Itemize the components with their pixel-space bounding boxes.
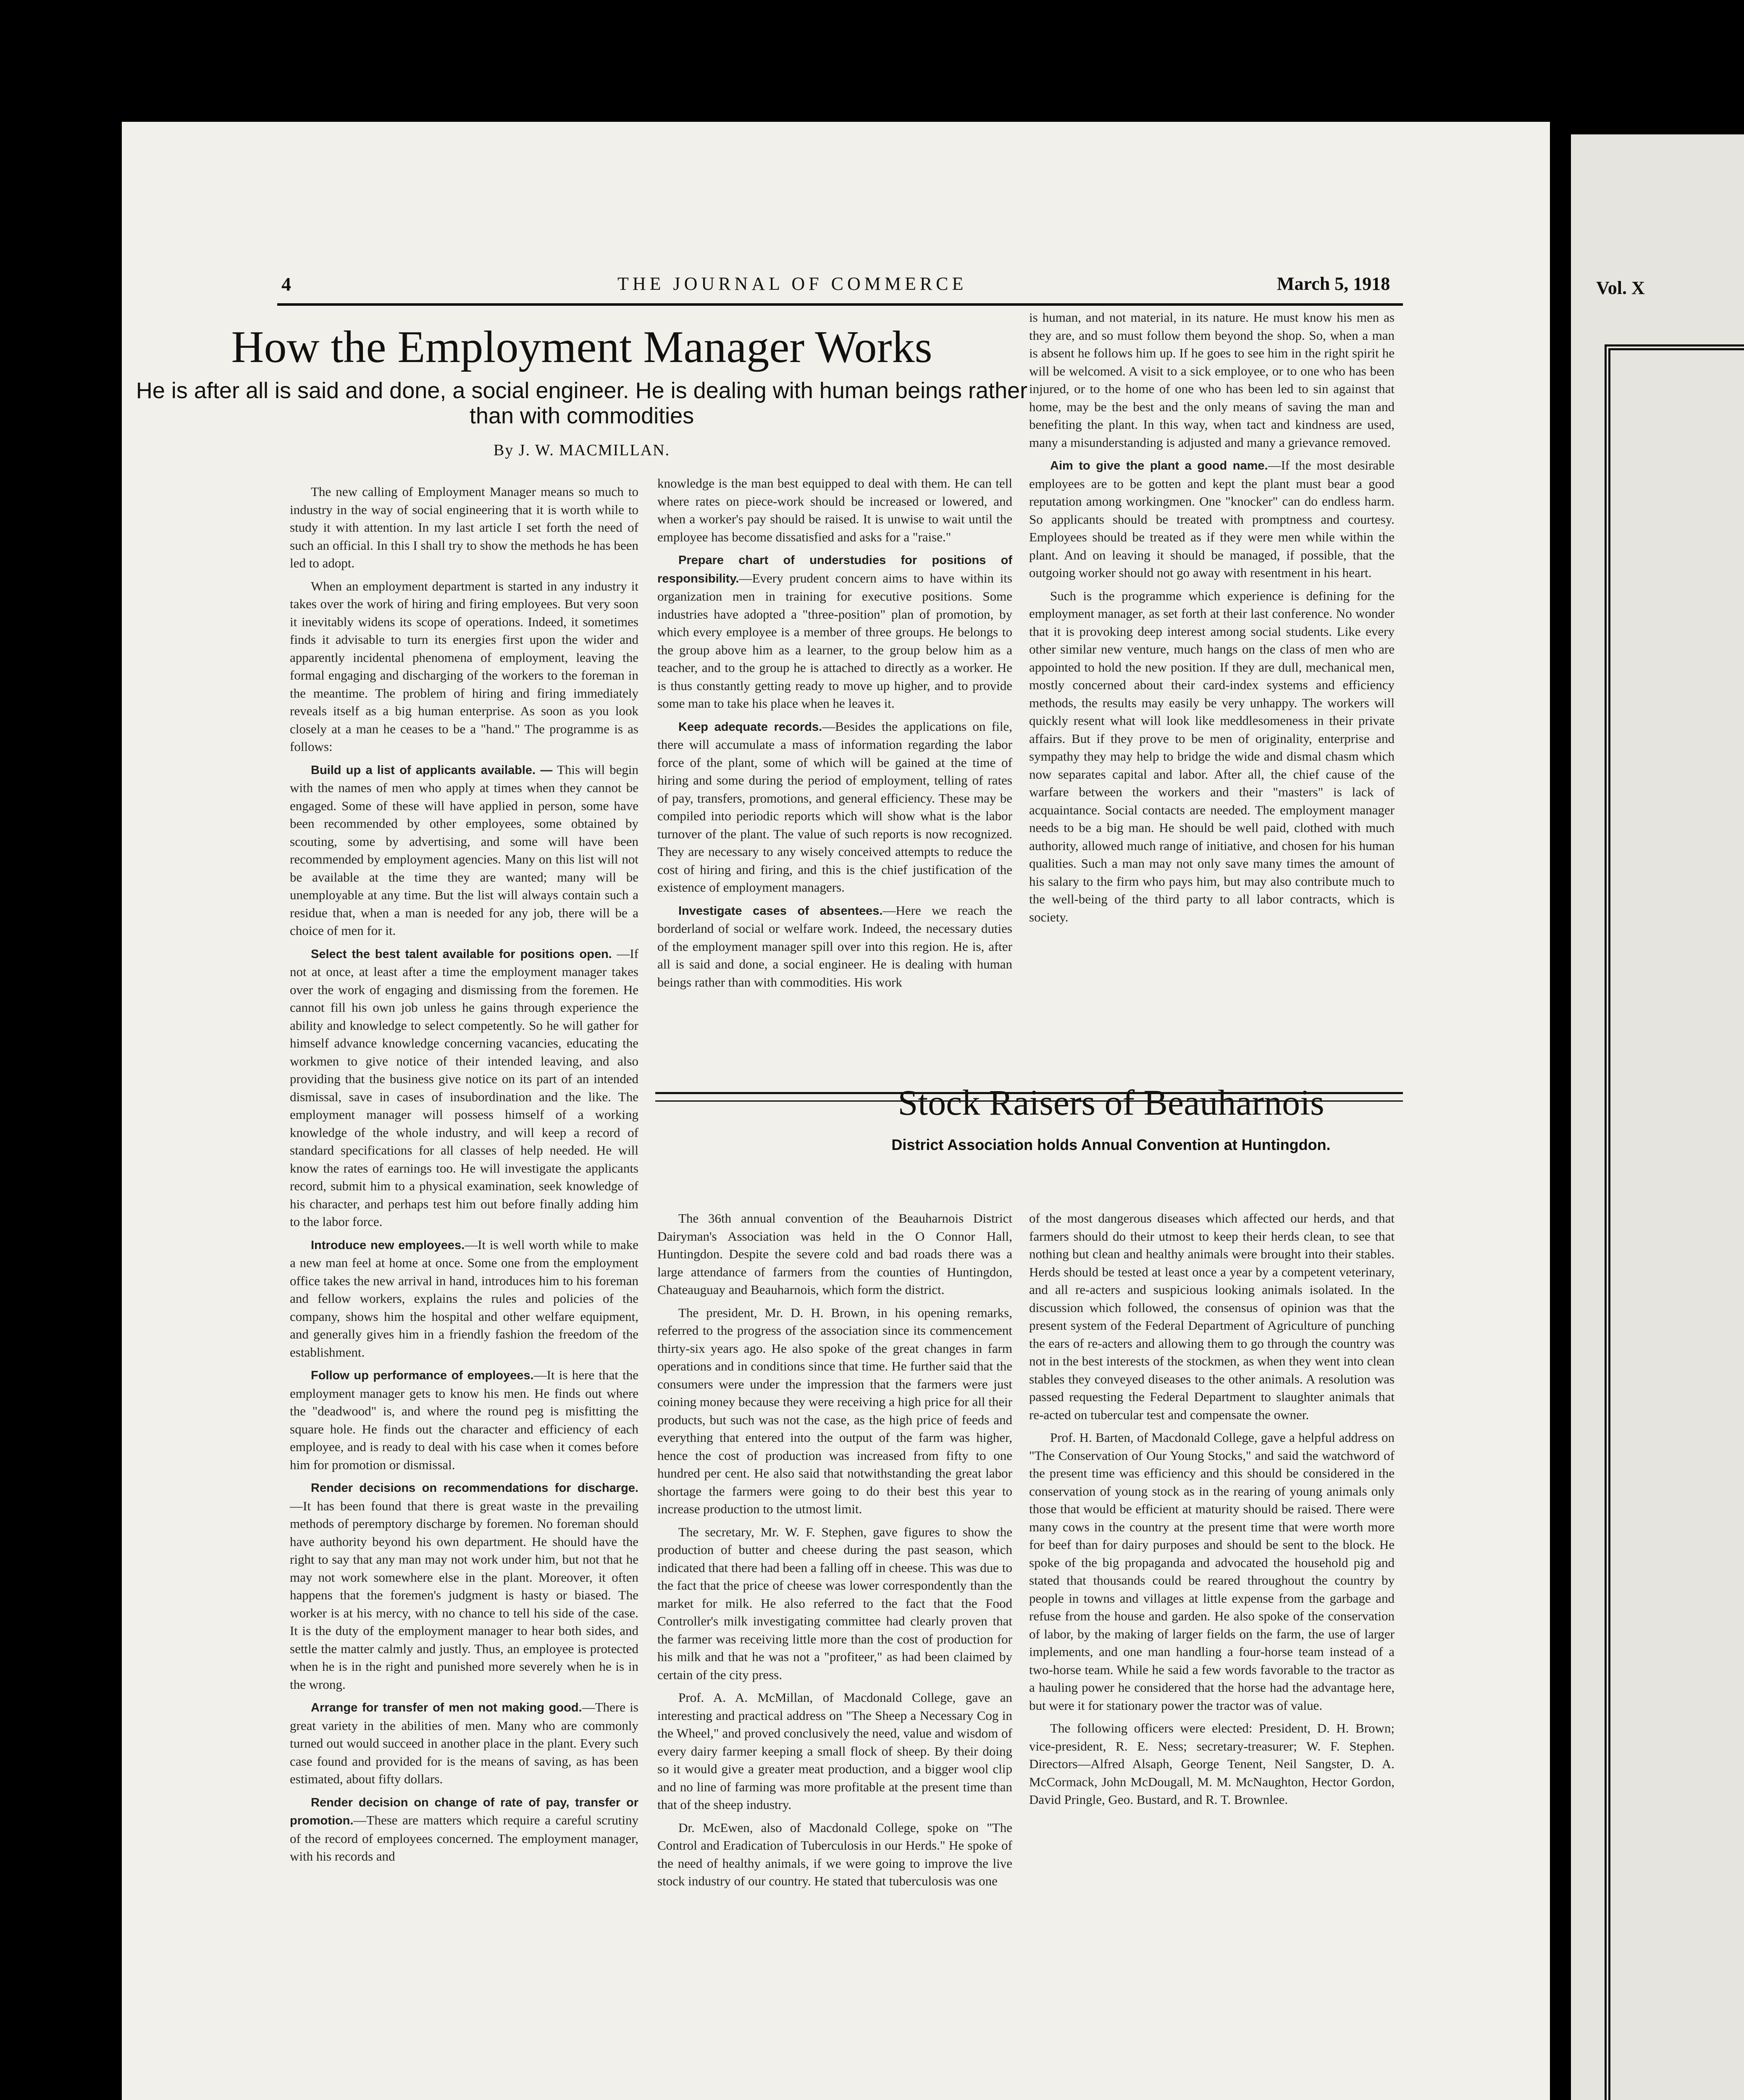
paragraph-heading: Select the best talent available for positions open. <box>311 947 612 961</box>
paragraph <box>290 1236 638 1362</box>
paragraph <box>1029 457 1395 582</box>
publication-name: THE JOURNAL OF COMMERCE <box>617 273 967 294</box>
paragraph-text: —It is well worth while to make a new man feel at home at once. Some one from the employment office takes the new arrival in hand, introduces him to his foreman and fellow workers, explains the rules and policies of the company, shows him the hospital and other welfare equipment, and generally gives him in a friendly fashion the freedom of the establishment. <box>290 1237 638 1360</box>
paragraph-text: Prof. A. A. McMillan, of Macdonald College, gave an interesting and practical address on "The Sheep a Necessary Cog in the Wheel," and proved conclusively the need, value and wisdom of every dairy farmer keeping a small flock of sheep. By their doing so it would give a greater meat production, and a bigger wool clip and no line of farming was more profitable at the present time than that of the sheep industry. <box>657 1690 1012 1812</box>
paragraph <box>290 1366 638 1474</box>
paragraph <box>657 1819 1012 1890</box>
paragraph <box>657 718 1012 897</box>
paragraph <box>290 1698 638 1788</box>
paragraph <box>657 1689 1012 1814</box>
paragraph-text: The new calling of Employment Manager means so much to industry in the way of social engineering that it is worth while to study it with attention. In my last article I set forth the need of such an official. In this I shall try to show the methods he has been led to adopt. <box>290 484 638 570</box>
paragraph-text: —If not at once, at least after a time the employment manager takes over the work of engaging and dismissing from the foremen. He cannot fill his own job unless he gains through experience the ability and knowledge to select competently. So he will gather for himself advance knowledge concerning vacancies, educating the workmen to give notice of their intended leaving, and also providing that the business give notice on its part of an intended dismissal, save in cases of insubordination and the like. The employment manager will possess himself of a working knowledge of the whole industry, and will keep a record of standard specifications for all classes of help needed. He will know the rates of earnings too. He will investigate the applicants record, submit him to a physical examination, seek knowledge of his character, and perhaps test him out before finally adding him to the labor force. <box>290 946 638 1229</box>
article-column-1 <box>290 483 638 1871</box>
paragraph-heading: Aim to give the plant a good name. <box>1050 459 1268 472</box>
paragraph-heading: Render decision on change of rate of pay, transfer or promotion. <box>290 1796 638 1827</box>
paragraph <box>290 761 638 940</box>
article2-column-2 <box>1029 1210 1395 1814</box>
article-subtitle: He is after all is said and done, a social engineer. He is dealing with human beings rather than with commodities <box>136 378 1028 428</box>
header-rule <box>277 303 1403 306</box>
article2-title: Stock Raisers of Beauharnois <box>898 1082 1324 1123</box>
paragraph <box>657 551 1012 713</box>
paragraph-text: —Every prudent concern aims to have within its organization men in training for executive positions. Some industries have adopted a "three-position" plan of promotion, by which every employee is a member of three groups. He belongs to the group above him as a learner, to the group below him as a teacher, and to the group he is attached to directly as a worker. He is thus constantly getting ready to move up higher, and to provide some man to take his place when he leaves it. <box>657 570 1012 711</box>
article-title: How the Employment Manager Works <box>231 322 932 372</box>
adjacent-page-border <box>1605 344 1744 2100</box>
paragraph <box>657 475 1012 546</box>
paragraph-text: The following officers were elected: President, D. H. Brown; vice-president, R. E. Ness; secretary-treasurer; W. F. Stephen. Directors—Alfred Alsaph, George Tenent, Neil Sangster, D. A. McCormack, John McDougall, M. M. McNaughton, Hector Gordon, David Pringle, Geo. Bustard, and R. T. Brownlee. <box>1029 1721 1395 1807</box>
article-byline: By J. W. MACMILLAN. <box>493 441 670 459</box>
paragraph-heading: Prepare chart of understudies for positions of responsibility. <box>657 554 1012 585</box>
paragraph-text: The 36th annual convention of the Beauharnois District Dairyman's Association was held in the O Connor Hall, Huntingdon. Despite the severe cold and bad roads there was a large attendance of farmers from the counties of Huntingdon, Chateauguay and Beauharnois, which form the district. <box>657 1211 1012 1297</box>
paragraph-text: Dr. McEwen, also of Macdonald College, spoke on "The Control and Eradication of Tuberculosis in our Herds." He spoke of the need of healthy animals, if we were going to improve the live stock industry of our country. He stated that tuberculosis was one <box>657 1820 1012 1888</box>
paragraph <box>1029 1210 1395 1424</box>
paragraph <box>290 483 638 572</box>
paragraph <box>1029 1429 1395 1714</box>
paragraph-heading: Follow up performance of employees. <box>311 1369 534 1382</box>
adjacent-page-edge <box>1571 134 1744 2100</box>
paragraph-text: —There is great variety in the abilities of men. Many who are commonly turned out would succeed in another place in the plant. Every such case found and provided for is the means of saving, as has been estimated, about fifty dollars. <box>290 1700 638 1786</box>
paragraph-heading: Render decisions on recommendations for discharge. <box>311 1481 638 1495</box>
paragraph-text: The president, Mr. D. H. Brown, in his opening remarks, referred to the progress of the association since its commencement thirty-six years ago. He also spoke of the great changes in farm operations and in conditions since that time. He further said that the consumers were under the impression that the farmers were just coining money because they were receiving a high price for all their products, but such was not the case, as the high price of feeds and everything that entered into the output of the farm was higher, hence the cost of production was increased from fifty to one hundred per cent. He also said that notwithstanding the great labor shortage the farmers were going to do their best this year to increase production to the utmost limit. <box>657 1305 1012 1516</box>
article-column-2 <box>657 475 1012 996</box>
paragraph-text: This will begin with the names of men who apply at times when they cannot be engaged. Some of these will have applied in person, some have been recommended by other employees, some obtained by scouting, some by advertising, and some will have been recommended by employment agencies. Many on this list will not be available at the time they are wanted; many will be unemployable at any time. But the list will always contain such a residue that, when a man is needed for any job, there will be a choice of men for it. <box>290 762 638 938</box>
article2-subtitle: District Association holds Annual Convention at Huntingdon. <box>891 1136 1331 1153</box>
paragraph-text: is human, and not material, in its nature. He must know his men as they are, and so must follow them beyond the shop. So, when a man is absent he follows him up. If he goes to see him in the right spirit he will be welcomed. A visit to a sick employee, or to one who has been injured, or to the home of one who has been led to sin against that home, may be the best and the only means of saving the man and benefiting the plant. In this way, when tact and kindness are used, many a misunderstanding is adjusted and many a grievance removed. <box>1029 310 1395 450</box>
paragraph-text: Prof. H. Barten, of Macdonald College, gave a helpful address on "The Conservation of Our Young Stocks," and said the watchword of the present time was efficiency and this should be considered in the conservation of young stock as in the rearing of young animals only those that would be efficient at maturity should be raised. There were many cows in the country at the present time that were worth more for beef than for dairy purposes and should be sent to the block. He spoke of the big propaganda and advocated the household pig and stated that thousands could be reared throughout the country by people in towns and villages at little expense from the garbage and refuse from the house and garden. He also spoke of the conservation of labor, by the making of larger fields on the farm, the use of larger implements, and one man handling a four-horse team instead of a two-horse team. While he said a few words favorable to the tractor as a hauling power he considered that the horse had the advantage here, but were it for stationary power the tractor was of value. <box>1029 1430 1395 1713</box>
paragraph <box>1029 1719 1395 1809</box>
paragraph-text: —Besides the applications on file, there will accumulate a mass of information regarding the labor force of the plant, some of which will be gained at the time of hiring and some during the period of employment, telling of rates of pay, transfers, promotions, and general efficiency. These may be compiled into periodic reports which will show what is the labor turnover of the plant. The value of such reports is now recognized. They are necessary to any wisely conceived attempts to reduce the cost of hiring and firing, and this is the chief justification of the existence of employment managers. <box>657 719 1012 895</box>
paragraph-heading: Investigate cases of absentees. <box>678 904 883 918</box>
paragraph <box>290 1793 638 1866</box>
paragraph-text: The secretary, Mr. W. F. Stephen, gave figures to show the production of butter and cheese during the past season, which indicated that there had been a falling off in cheese. This was due to the fact that the price of cheese was lower correspondently than the market for milk. He also referred to the fact that the Food Controller's milk investigating committee had clearly proven that the farmer was receiving little more than the cost of production for his milk and that he was not a "profiteer," as had been claimed by certain of the city press. <box>657 1524 1012 1682</box>
paragraph-text: —It is here that the employment manager gets to know his men. He finds out where the "deadwood" is, and where the round peg is misfitting the square hole. He finds out the character and efficiency of each employee, and is ready to deal with his case when it comes before him for promotion or dismissal. <box>290 1368 638 1472</box>
paragraph-heading: Arrange for transfer of men not making good. <box>311 1701 582 1714</box>
paragraph-text: —Here we reach the borderland of social or welfare work. Indeed, the necessary duties of the employment manager spill over into this region. He is, after all is said and done, a social engineer. He is dealing with human beings rather than with commodities. His work <box>657 903 1012 990</box>
article-column-3 <box>1029 309 1395 931</box>
paragraph-heading: Keep adequate records. <box>678 720 822 734</box>
paragraph <box>657 1210 1012 1299</box>
paragraph-text: Such is the programme which experience is defining for the employment manager, as set forth at their last conference. No wonder that it is provoking deep interest among social students. Like every other similar new venture, much hangs on the class of men who are appointed to hold the new position. If they are dull, mechanical men, mostly concerned about their card-index systems and efficiency methods, the results may easily be very unhappy. The workers will quickly resent what will look like meddlesomeness in their private affairs. But if they prove to be men of originality, enterprise and sympathy they may help to bridge the wide and dismal chasm which now separates capital and labor. After all, the chief cause of the warfare between the workers and their "masters" is lack of acquaintance. Social contacts are needed. The employment manager needs to be a big man. He should be well paid, clothed with much authority, allowed much range of initiative, and chosen for his human qualities. Such a man may not only save many times the amount of his salary to the firm who pays him, but may also contribute much to the well-being of the third party to all labor contracts, which is society. <box>1029 588 1395 924</box>
paragraph-text: —These are matters which require a careful scrutiny of the record of employees concerned. The employment manager, with his records and <box>290 1813 638 1864</box>
adjacent-volume-label: Vol. X <box>1596 278 1645 298</box>
paragraph-text: —If the most desirable employees are to be gotten and kept the plant must bear a good reputation among workingmen. One "knocker" can do endless harm. So applicants should be treated with promptness and courtesy. Employees should be treated as if they were men while within the plant. And on leaving it should be managed, if possible, that the outgoing worker should not go away with resentment in his heart. <box>1029 458 1395 580</box>
paragraph-text: —It has been found that there is great waste in the prevailing methods of peremptory discharge by foremen. No foreman should have authority beyond his own department. He should have the right to say that any man may not work under him, but not that he may not work somewhere else in the plant. Moreover, it often happens that the foremen's judgment is hasty or biased. The worker is at his mercy, with no chance to tell his side of the case. It is the duty of the employment manager to hear both sides, and settle the matter calmly and justly. Thus, an employee is protected when he is in the right and punished more severely when he is in the wrong. <box>290 1498 638 1692</box>
article2-column-1 <box>657 1210 1012 1895</box>
paragraph-heading: Introduce new employees. <box>311 1238 465 1252</box>
issue-date: March 5, 1918 <box>1277 273 1390 294</box>
paragraph <box>290 1479 638 1693</box>
paragraph <box>290 578 638 756</box>
paragraph-text: When an employment department is started in any industry it takes over the work of hiring and firing employees. But very soon it inevitably widens its scope of operations. Indeed, it sometimes finds it advisable to turn its energies first upon the wider and apparently incidental phenomena of employment, leaving the formal engaging and discharging of the workers to the foreman in the meantime. The problem of hiring and firing immediately reveals itself as a big human enterprise. As soon as you look closely at a man he ceases to be a "hand." The programme is as follows: <box>290 578 638 754</box>
paragraph <box>657 1304 1012 1518</box>
paragraph <box>1029 587 1395 927</box>
paragraph <box>657 1523 1012 1684</box>
paragraph-text: knowledge is the man best equipped to deal with them. He can tell where rates on piece-work should be increased or lowered, and when a worker's pay should be raised. It is unwise to wait until the employee has become dissatisfied and asks for a "raise." <box>657 476 1012 544</box>
paragraph-heading: Build up a list of applicants available. — <box>311 763 553 777</box>
paragraph <box>1029 309 1395 452</box>
paragraph <box>657 902 1012 992</box>
page-number: 4 <box>281 273 291 295</box>
paragraph-text: of the most dangerous diseases which affected our herds, and that farmers should do their utmost to keep their herds clean, to see that nothing but clean and healthy animals were brought into their stables. Herds should be tested at least once a year by a competent veterinary, and all re-acters and suspicious looking animals isolated. In the discussion which followed, the consensus of opinion was that the present system of the Federal Department of Agriculture of punching the ears of re-acters and allowing them to go through the country was not in the best interests of the stockmen, as when they went into clean stables they conveyed diseases to the other animals. A resolution was passed requesting the Federal Department to slaughter animals that re-acted on tubercular test and compensate the owner. <box>1029 1211 1395 1422</box>
paragraph <box>290 945 638 1231</box>
